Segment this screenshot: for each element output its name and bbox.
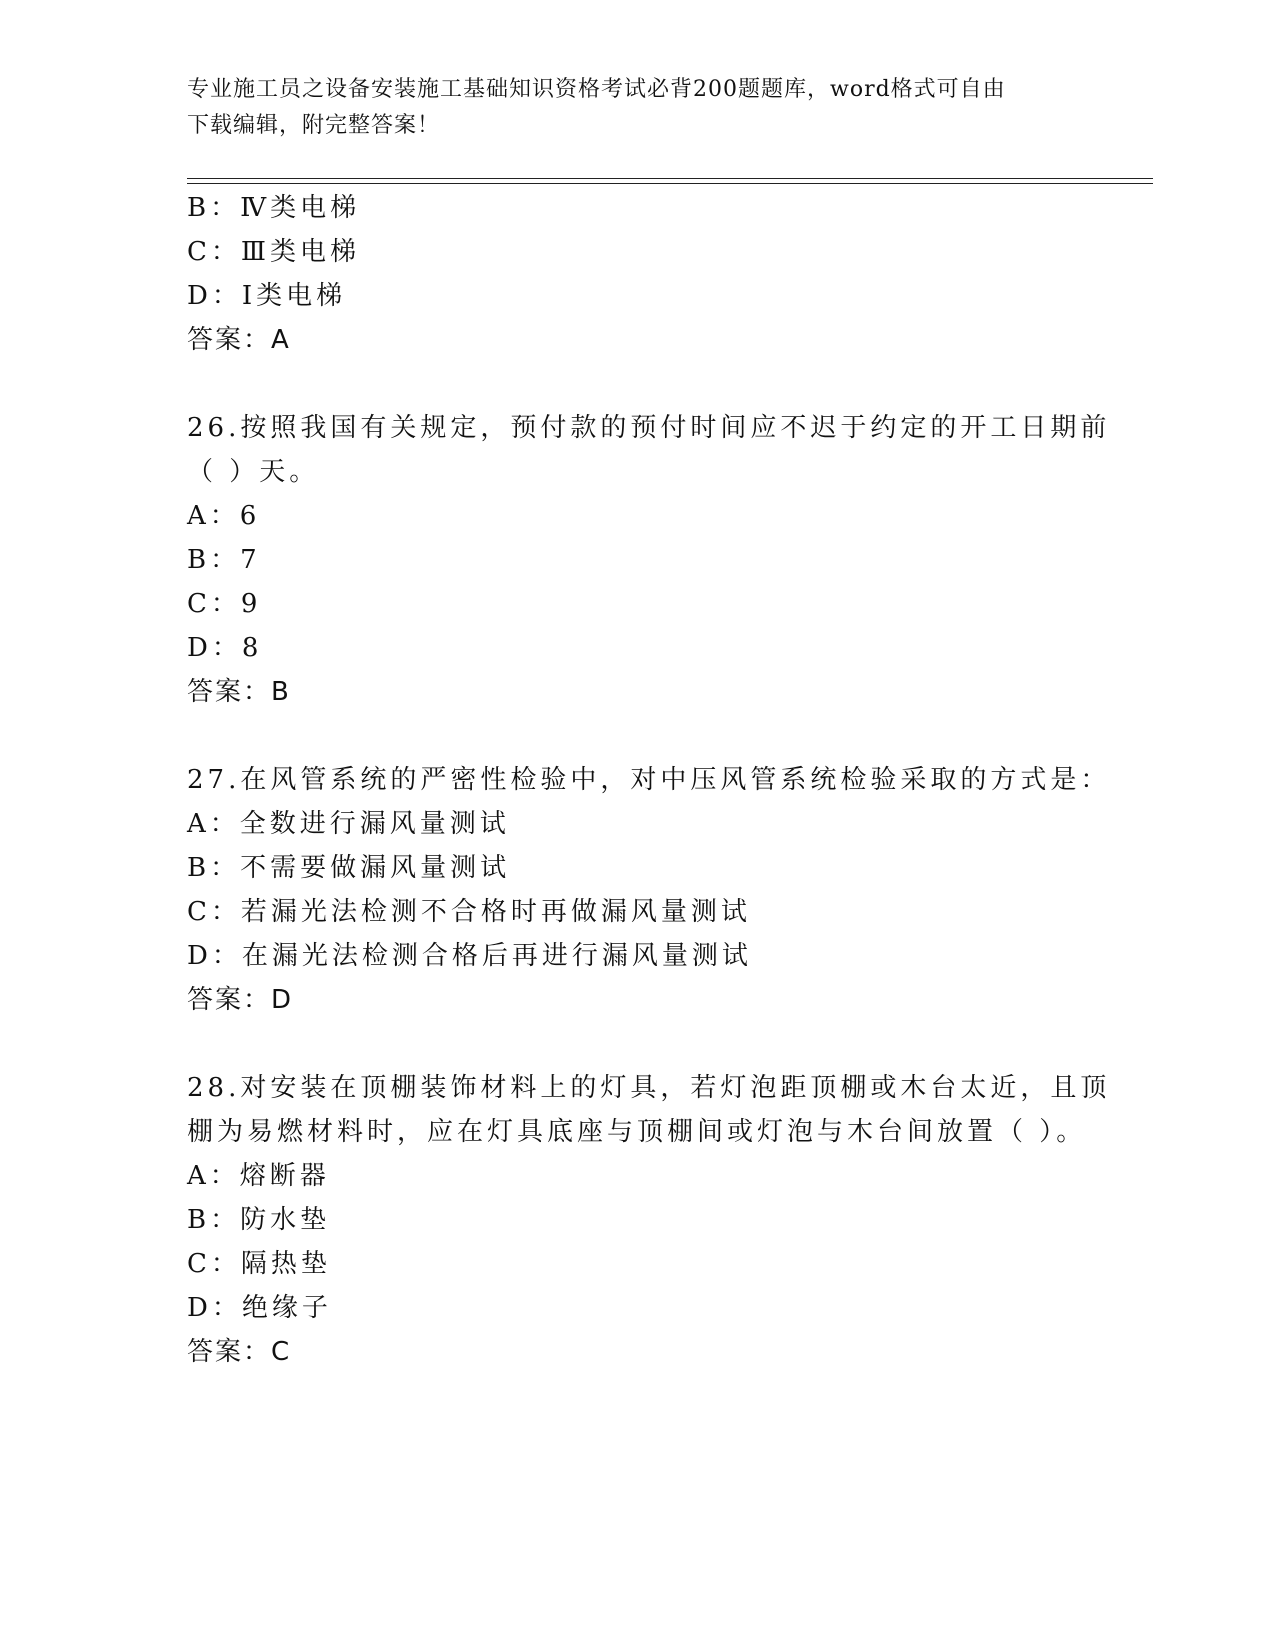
question-26-option-d: D：8 <box>187 633 263 663</box>
question-27-option-b: B：不需要做漏风量测试 <box>187 853 511 883</box>
question-26-stem-line-1: 26.按照我国有关规定，预付款的预付时间应不迟于约定的开工日期前 <box>187 413 1111 443</box>
document-header <box>187 72 1067 144</box>
question-28-stem-line-1: 28.对安装在顶棚装饰材料上的灯具，若灯泡距顶棚或木台太近，且顶 <box>187 1073 1111 1103</box>
prev-option-b: B：Ⅳ类电梯 <box>187 193 361 223</box>
header-line-2: 下载编辑，附完整答案！ <box>187 113 441 138</box>
question-27-stem-line-1: 27.在风管系统的严密性检验中，对中压风管系统检验采取的方式是： <box>187 765 1111 795</box>
question-28-answer: 答案：C <box>187 1337 292 1367</box>
question-27-option-d: D：在漏光法检测合格后再进行漏风量测试 <box>187 941 752 971</box>
prev-answer: 答案：A <box>187 325 291 355</box>
question-26-option-b: B：7 <box>187 545 261 575</box>
question-26-option-a: A：6 <box>187 501 261 531</box>
question-28-option-b: B：防水垫 <box>187 1205 331 1235</box>
prev-option-d: D：Ⅰ类电梯 <box>187 281 347 311</box>
header-divider-top <box>187 178 1153 179</box>
question-28-option-a: A：熔断器 <box>187 1161 330 1191</box>
header-divider-bottom <box>187 183 1153 184</box>
header-line-1: 专业施工员之设备安装施工基础知识资格考试必背200题题库，word格式可自由 <box>187 77 1006 102</box>
question-28-option-c: C：隔热垫 <box>187 1249 331 1279</box>
question-26-stem-line-2: （ ）天。 <box>187 457 320 487</box>
question-28-stem-line-2: 棚为易燃材料时，应在灯具底座与顶棚间或灯泡与木台间放置（ ）。 <box>187 1117 1087 1147</box>
question-26-option-c: C：9 <box>187 589 262 619</box>
question-27-answer: 答案：D <box>187 985 294 1015</box>
question-28-option-d: D：绝缘子 <box>187 1293 332 1323</box>
question-27-option-c: C：若漏光法检测不合格时再做漏风量测试 <box>187 897 751 927</box>
prev-option-c: C：Ⅲ类电梯 <box>187 237 360 267</box>
question-27-option-a: A：全数进行漏风量测试 <box>187 809 510 839</box>
question-26-answer: 答案：B <box>187 677 291 707</box>
